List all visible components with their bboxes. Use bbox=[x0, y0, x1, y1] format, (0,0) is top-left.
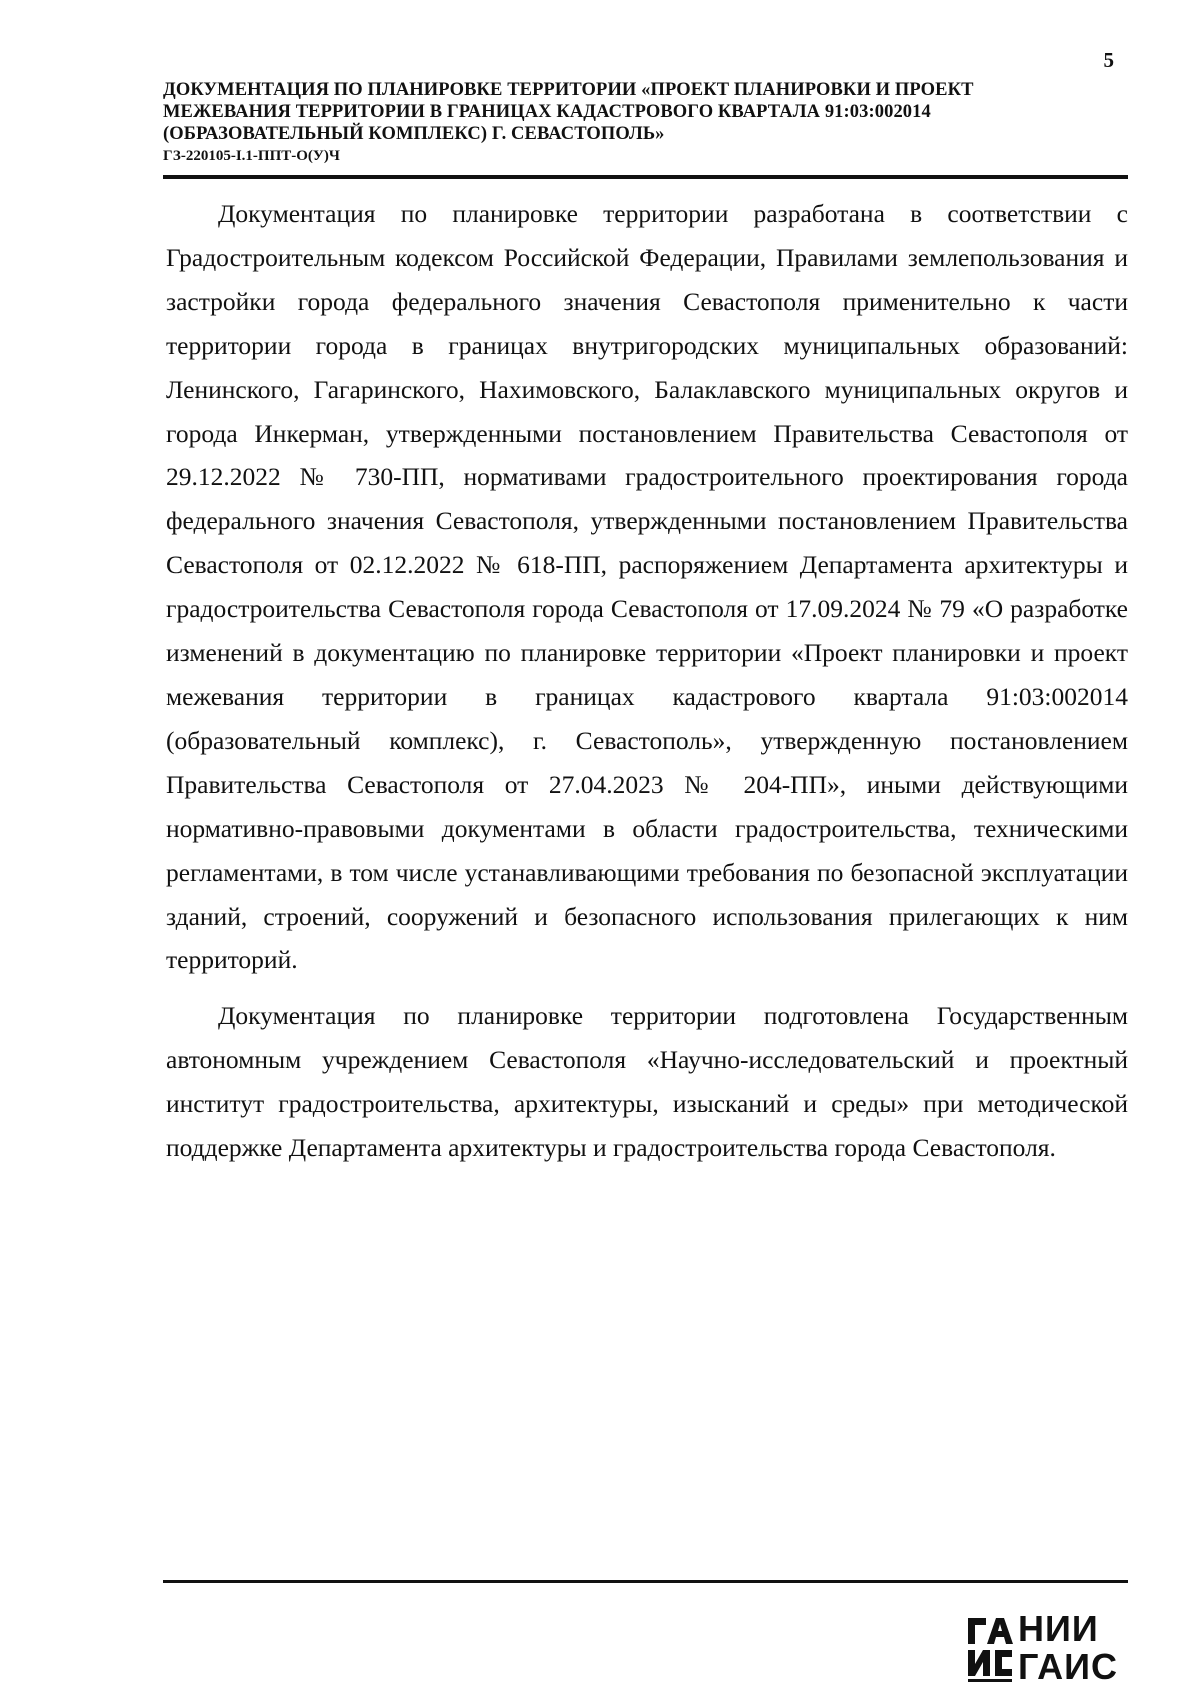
logo-wordmark bbox=[1018, 1610, 1118, 1686]
logo-mark-icon bbox=[966, 1614, 1014, 1684]
header-title-line-1: ДОКУМЕНТАЦИЯ ПО ПЛАНИРОВКЕ ТЕРРИТОРИИ «ПРОЕКТ ПЛАНИРОВКИ И ПРОЕКТ bbox=[163, 80, 974, 100]
body-paragraph-2: Документация по планировке территории подготовлена Государственным автономным учреждением Севастополя «Научно-исследовательский и проектный институт градостроительства, архитектуры, изысканий и среды» при методической поддержке Департамента архитектуры и градостроительства города Севастополя. bbox=[166, 1001, 1128, 1163]
document-code: ГЗ-220105-І.1-ППТ-О(У)Ч bbox=[163, 148, 340, 164]
header-title-line-2: МЕЖЕВАНИЯ ТЕРРИТОРИИ В ГРАНИЦАХ КАДАСТРОВОГО КВАРТАЛА 91:03:002014 bbox=[163, 102, 931, 122]
document-body bbox=[166, 192, 1128, 1170]
header-title-line-3: (ОБРАЗОВАТЕЛЬНЫЙ КОМПЛЕКС) Г. СЕВАСТОПОЛЬ» bbox=[163, 124, 665, 144]
body-paragraph-1: Документация по планировке территории разработана в соответствии с Градостроительным кодексом Российской Федерации, Правилами землепользования и застройки города федерального значения Севастополя применительно к части территории города в границах внутригородских муниципальных образований: Ленинского, Гагаринского, Нахимовского, Балаклавского муниципальных округов и города Инкерман, утвержденными постановлением Правительства Севастополя от 29.12.2022 № 730-ПП, нормативами градостроительного проектирования города федерального значения Севастополя, утвержденными постановлением Правительства Севастополя от 02.12.2022 № 618-ПП, распоряжением Департамента архитектуры и градостроительства Севастополя города Севастополя от 17.09.2024 № 79 «О разработке изменений в документацию по планировке территории «Проект планировки и проект межевания территории в границах кадастрового квартала 91:03:002014 (образовательный комплекс), г. Севастополь», утвержденную постановлением Правительства Севастополя от 27.04.2023 № 204-ПП», иными действующими нормативно-правовыми документами в области градостроительства, техническими регламентами, в том числе устанавливающими требования по безопасной эксплуатации зданий, строений, сооружений и безопасного использования прилегающих к ним территорий. bbox=[166, 199, 1128, 975]
document-header bbox=[163, 79, 1113, 167]
footer-divider bbox=[163, 1580, 1128, 1583]
logo-line-1: НИИ bbox=[1018, 1608, 1099, 1649]
header-divider bbox=[163, 175, 1128, 179]
page-number: 5 bbox=[1103, 48, 1114, 72]
logo-line-2: ГАИС bbox=[1018, 1646, 1119, 1687]
nii-gais-logo bbox=[966, 1610, 1146, 1692]
